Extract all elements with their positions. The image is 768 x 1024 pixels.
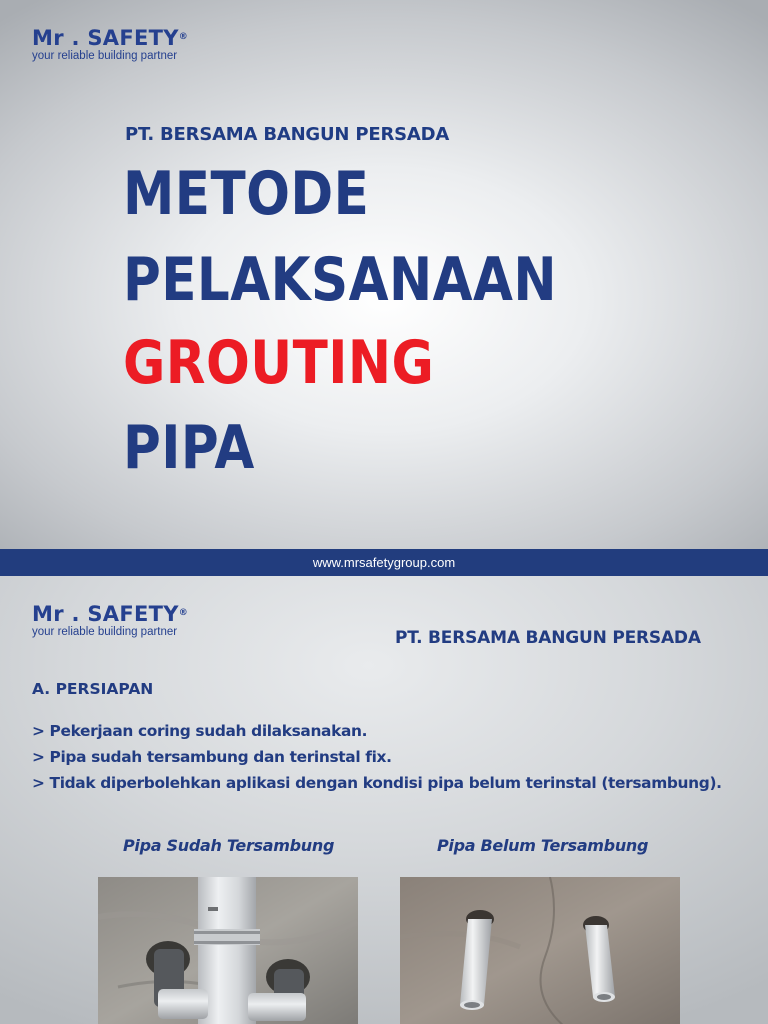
unconnected-pipe-photo <box>400 877 680 1024</box>
brand-tagline: your reliable building partner <box>32 626 178 638</box>
company-name: PT. BERSAMA BANGUN PERSADA <box>125 124 450 145</box>
brand-tagline: your reliable building partner <box>32 50 178 62</box>
content-slide <box>0 576 768 1024</box>
photo-caption-right: Pipa Belum Tersambung <box>437 836 649 855</box>
brand-name: Mr . SAFETY <box>32 26 179 50</box>
brand-name: Mr . SAFETY <box>32 602 179 626</box>
company-name: PT. BERSAMA BANGUN PERSADA <box>395 628 701 648</box>
bullet-item: > Tidak diperbolehkan aplikasi dengan kondisi pipa belum terinstal (tersambung). <box>32 774 722 792</box>
section-heading: A. PERSIAPAN <box>32 680 154 698</box>
title-line-4: PIPA <box>123 413 255 483</box>
photo-caption-left: Pipa Sudah Tersambung <box>123 836 335 855</box>
bullet-list <box>32 718 722 796</box>
website-link[interactable]: www.mrsafetygroup.com <box>312 555 456 570</box>
website-bar <box>0 549 768 577</box>
bullet-item: > Pipa sudah tersambung dan terinstal fix. <box>32 748 392 766</box>
registered-mark: ® <box>178 32 189 42</box>
bullet-item: > Pekerjaan coring sudah dilaksanakan. <box>32 722 368 740</box>
connected-pipe-photo <box>98 877 358 1024</box>
title-line-2: PELAKSANAAN <box>123 245 557 315</box>
registered-mark: ® <box>178 608 189 618</box>
title-line-3-highlight: GROUTING <box>123 328 435 398</box>
brand-logo <box>32 603 188 639</box>
brand-logo <box>32 27 188 63</box>
title-line-1: METODE <box>123 159 370 229</box>
